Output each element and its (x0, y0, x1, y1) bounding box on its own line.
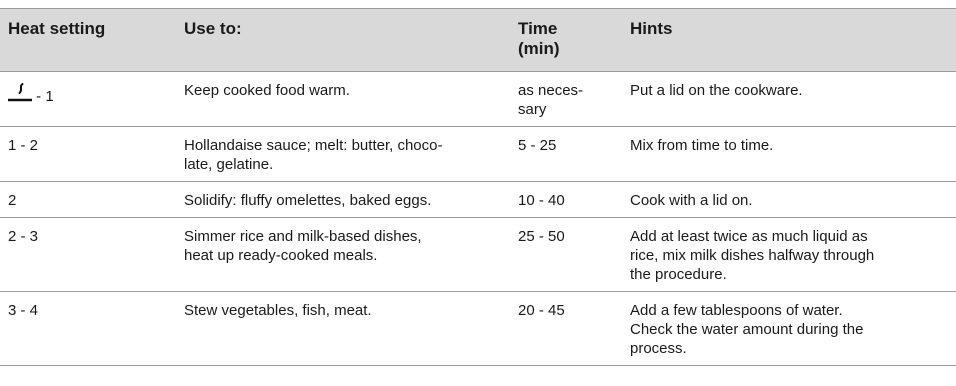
keep-warm-icon (8, 81, 32, 103)
hints-line3: process. (630, 340, 687, 357)
hints-cell: Mix from time to time. (620, 127, 956, 182)
header-use-to: Use to: (176, 9, 514, 72)
use-line2: heat up ready-cooked meals. (184, 247, 378, 264)
use-cell (176, 218, 514, 292)
hints-line3: the procedure. (630, 266, 727, 283)
heat-cell: 3 - 4 (0, 292, 176, 366)
header-time (514, 9, 620, 72)
time-line1: as neces- (518, 82, 584, 99)
heat-cell (0, 72, 176, 127)
table-row (0, 127, 956, 182)
use-line1: Simmer rice and milk-based dishes, (184, 228, 422, 245)
use-cell: Keep cooked food warm. (176, 72, 514, 127)
hints-cell (620, 292, 956, 366)
use-line2: late, gelatine. (184, 156, 274, 173)
time-line2: sary (518, 101, 547, 118)
heat-cell: 2 (0, 182, 176, 218)
hints-cell: Put a lid on the cookware. (620, 72, 956, 127)
table-row (0, 218, 956, 292)
table-row (0, 182, 956, 218)
heat-suffix: - 1 (36, 88, 54, 105)
table-row (0, 292, 956, 366)
heat-cell: 1 - 2 (0, 127, 176, 182)
header-row (0, 9, 956, 72)
table-body (0, 72, 956, 366)
hints-line2: rice, mix milk dishes halfway through (630, 247, 875, 264)
hints-line1: Add a few tablespoons of water. (630, 302, 843, 319)
time-cell: 5 - 25 (514, 127, 620, 182)
header-heat-setting: Heat setting (0, 9, 176, 72)
heat-setting-table (0, 8, 956, 366)
time-cell (514, 72, 620, 127)
use-line1: Hollandaise sauce; melt: butter, choco- (184, 137, 443, 154)
table-row (0, 72, 956, 127)
hints-line1: Add at least twice as much liquid as (630, 228, 868, 245)
hints-line2: Check the water amount during the (630, 321, 864, 338)
use-cell (176, 127, 514, 182)
time-cell: 25 - 50 (514, 218, 620, 292)
table-header (0, 9, 956, 72)
time-cell: 10 - 40 (514, 182, 620, 218)
header-hints: Hints (620, 9, 956, 72)
header-time-line2: (min) (518, 39, 560, 58)
hints-cell (620, 218, 956, 292)
time-cell: 20 - 45 (514, 292, 620, 366)
use-cell: Solidify: fluffy omelettes, baked eggs. (176, 182, 514, 218)
heat-cell: 2 - 3 (0, 218, 176, 292)
use-cell: Stew vegetables, fish, meat. (176, 292, 514, 366)
hints-cell: Cook with a lid on. (620, 182, 956, 218)
header-time-line1: Time (518, 19, 558, 38)
